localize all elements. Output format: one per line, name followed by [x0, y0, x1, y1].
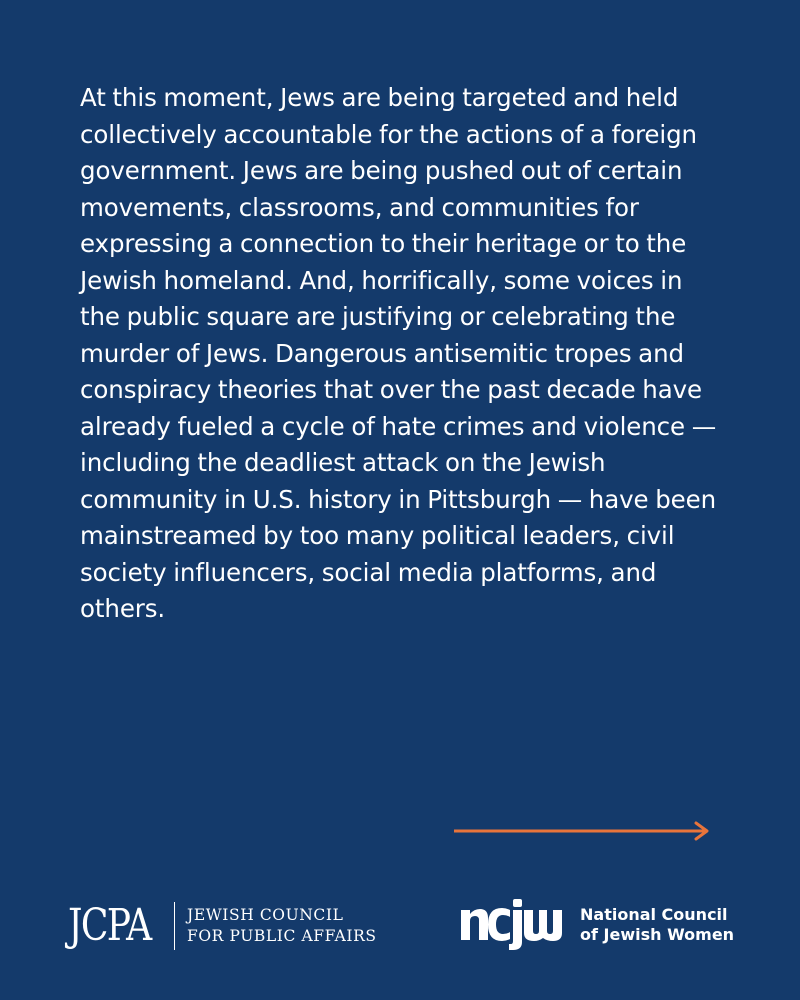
ncjw-logo — [458, 895, 758, 955]
jcpa-divider — [174, 902, 175, 950]
jcpa-name-line-1: JEWISH COUNCIL — [187, 906, 344, 924]
ncjw-wordmark — [458, 898, 574, 952]
jcpa-organization-name — [187, 905, 377, 947]
ncjw-organization-name — [580, 905, 734, 945]
post-body-text: At this moment, Jews are being targeted and held collectively accountable for the actions of a foreign government. Jews are being pushed out of certain movements, classrooms, and communities for expressing a connection to their heritage or to the Jewish homeland. And, horrifically, some voices in the public square are justifying or celebrating the murder of Jews. Dangerous antisemitic tropes and conspiracy theories that over the past decade have already fueled a cycle of hate crimes and violence — including the deadliest attack on the Jewish community in U.S. history in Pittsburgh — have been mainstreamed by too many political leaders, civil society influencers, social media platforms, and others. — [80, 83, 717, 623]
ncjw-name-line-1: National Council — [580, 905, 728, 924]
jcpa-wordmark: JCPA — [68, 900, 151, 951]
jcpa-logo — [68, 897, 408, 955]
jcpa-name-line-2: FOR PUBLIC AFFAIRS — [187, 927, 377, 945]
ncjw-name-line-2: of Jewish Women — [580, 925, 735, 944]
arrow-right-icon[interactable] — [454, 820, 712, 842]
